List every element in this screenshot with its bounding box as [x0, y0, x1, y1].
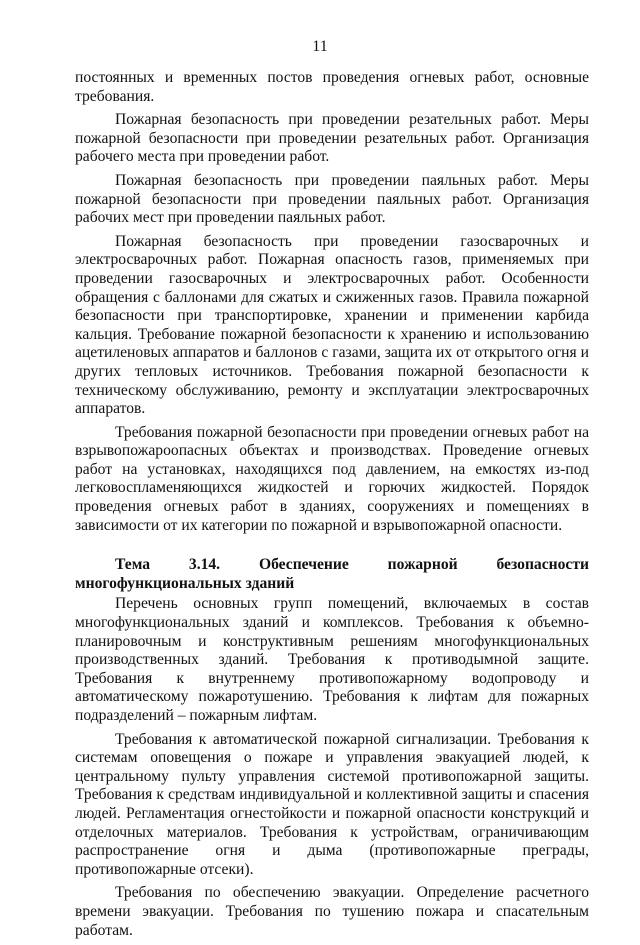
- paragraph-explosive-facilities: Требования пожарной безопасности при проведении огневых работ на взрывопожароопасных объектах и производствах. Проведение огневых работ на установках, находящихся под давлением, на емкостях из-под легковоспламеняющихся жидкостей и горючих жидкостей. Порядок проведения огневых работ в зданиях, сооружениях и помещениях в зависимости от их категории по пожарной и взрывопожарной опасности.: [75, 423, 589, 534]
- paragraph-welding-works: Пожарная безопасность при проведении газосварочных и электросварочных работ. Пожарная опасность газов, применяемых при проведении газосварочных и электросварочных работ. Особенности обращения с баллонами для сжатых и сжиженных газов. Правила пожарной безопасности при транспортировке, хранении и применении карбида кальция. Требование пожарной безопасности к хранению и использованию ацетиленовых аппаратов и баллонов с газами, защита их от открытого огня и других тепловых источников. Требования пожарной безопасности к техническому обслуживанию, ремонту и эксплуатации электросварочных аппаратов.: [75, 232, 589, 418]
- topic-heading: Тема 3.14. Обеспечение пожарной безопасности: [115, 556, 589, 574]
- page-body: [75, 69, 589, 945]
- paragraph-cutting-works: Пожарная безопасность при проведении резательных работ. Меры пожарной безопасности при проведении резательных работ. Организация рабочего места при проведении работ.: [75, 111, 589, 166]
- page-number: 11: [312, 38, 328, 55]
- paragraph-soldering-works: Пожарная безопасность при проведении паяльных работ. Меры пожарной безопасности при проведении паяльных работ. Организация рабочих мест при проведении паяльных работ.: [75, 171, 589, 227]
- paragraph-room-groups: Перечень основных групп помещений, включаемых в состав многофункциональных зданий и комплексов. Требования к объемно-планировочным и конструктивным решениям многофункциональных производственных зданий. Требования к противодымной защите. Требования к внутреннему противопожарному водопроводу и автоматическому пожаротушению. Требования к лифтам для пожарных подразделений – пожарным лифтам.: [75, 595, 589, 724]
- paragraph-continuation: постоянных и временных постов проведения огневых работ, основные требования.: [75, 69, 589, 105]
- paragraph-evacuation: Требования по обеспечению эвакуации. Определение расчетного времени эвакуации. Требования по тушению пожара и спасательным работам.: [75, 884, 589, 939]
- topic-heading-continuation: многофункциональных зданий: [75, 574, 295, 592]
- paragraph-fire-alarm: Требования к автоматической пожарной сигнализации. Требования к системам оповещения о пожаре и управления эвакуацией людей, к центральному пульту управления системой противопожарной защиты. Требования к средствам индивидуальной и коллективной защиты и спасения людей. Регламентация огнестойкости и пожарной опасности конструкций и отделочных материалов. Требования к устройствам, ограничивающим распространение огня и дыма (противопожарные преграды, противопожарные отсеки).: [75, 730, 589, 878]
